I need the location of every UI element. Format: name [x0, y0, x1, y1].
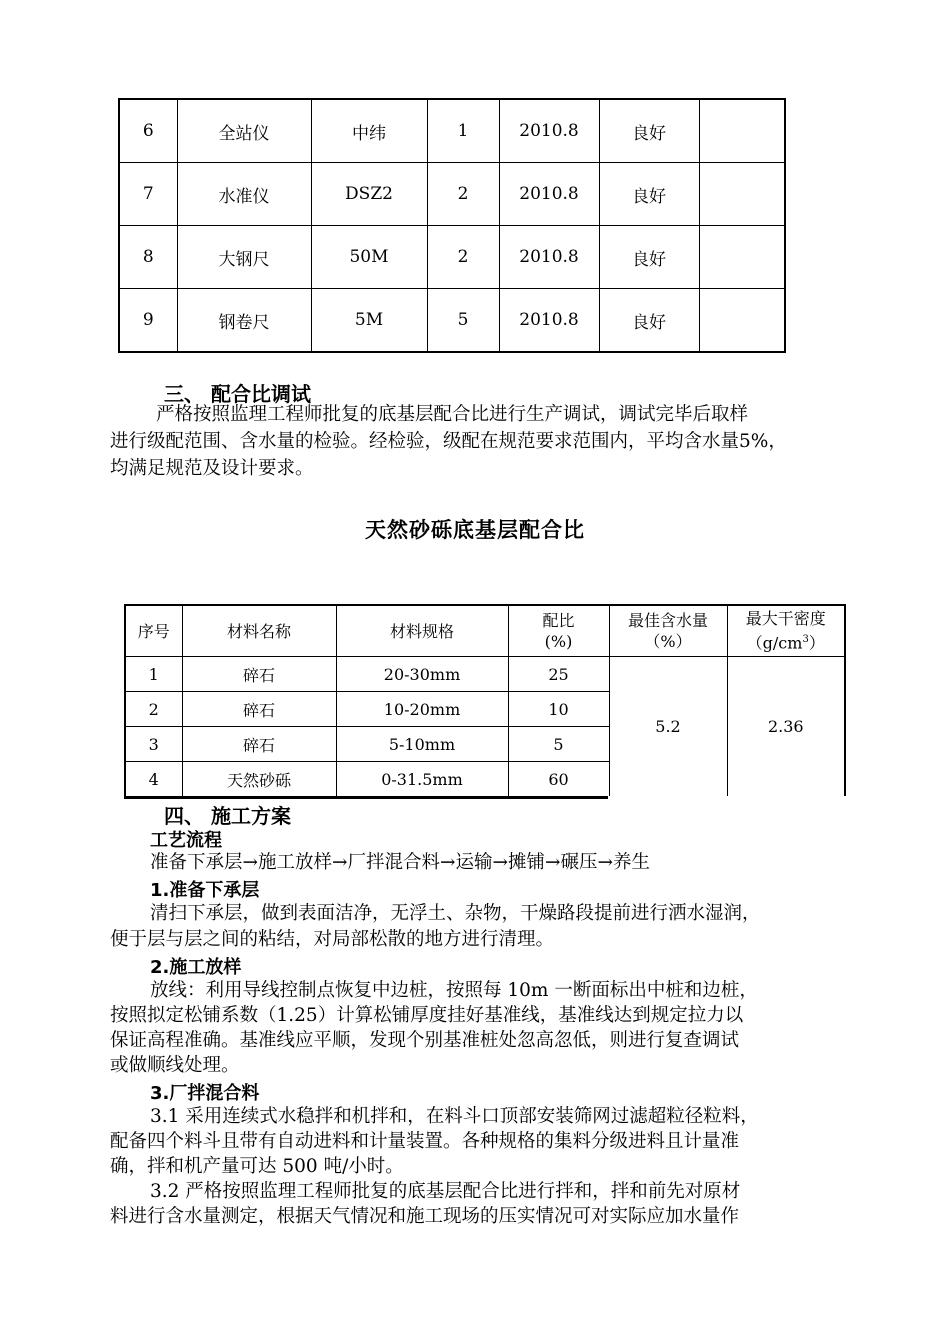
- sub3-line: 配备四个料斗且带有自动进料和计量装置。各种规格的集料分级进料且计量准: [110, 1131, 740, 1152]
- mix-ratio-table: [124, 604, 846, 796]
- equip-status: 良好: [599, 163, 699, 226]
- table-row: [125, 657, 845, 692]
- mix-no: 4: [125, 762, 182, 797]
- equip-qty: 2: [427, 163, 499, 226]
- sub2-line: 按照拟定松铺系数（1.25）计算松铺厚度挂好基准线，基准线达到规定拉力以: [110, 1005, 744, 1026]
- mix-ratio: 60: [508, 762, 609, 797]
- equip-name: 钢卷尺: [177, 289, 311, 353]
- equip-remark: [699, 99, 785, 163]
- sub2-title: 2.施工放样: [150, 957, 242, 978]
- table-row: [119, 226, 785, 289]
- mix-ratio: 25: [508, 657, 609, 692]
- table-row: [119, 99, 785, 163]
- header-moisture: [609, 605, 727, 657]
- mix-moisture: 5.2: [609, 657, 727, 797]
- equip-date: 2010.8: [499, 163, 599, 226]
- sub3-line: 3.2 严格按照监理工程师批复的底基层配合比进行拌和，拌和前先对原材: [150, 1181, 741, 1202]
- sub2-line: 保证高程准确。基准线应平顺，发现个别基准桩处忽高忽低，则进行复查调试: [110, 1030, 740, 1051]
- mix-table-title: 天然砂砾底基层配合比: [365, 517, 585, 542]
- equip-model: 5M: [311, 289, 427, 353]
- equip-no: 8: [119, 226, 177, 289]
- equip-model: 50M: [311, 226, 427, 289]
- mix-spec: 0-31.5mm: [336, 762, 508, 797]
- mix-ratio: 10: [508, 692, 609, 727]
- header-no: 序号: [125, 605, 182, 657]
- mix-no: 3: [125, 727, 182, 762]
- sub1-line: 便于层与层之间的粘结，对局部松散的地方进行清理。: [110, 929, 555, 950]
- equip-remark: [699, 226, 785, 289]
- section3-heading: 三、 配合比调试: [164, 382, 311, 406]
- equip-name: 全站仪: [177, 99, 311, 163]
- equip-name: 大钢尺: [177, 226, 311, 289]
- equip-qty: 1: [427, 99, 499, 163]
- table-bottom-rule: [120, 351, 784, 353]
- header-moisture-line2: （%）: [644, 632, 692, 651]
- mix-no: 1: [125, 657, 182, 692]
- section3-line: 严格按照监理工程师批复的底基层配合比进行生产调试，调试完毕后取样: [156, 404, 749, 425]
- sub1-title: 1.准备下承层: [150, 880, 260, 901]
- equip-no: 6: [119, 99, 177, 163]
- table-row: [119, 163, 785, 226]
- header-name: 材料名称: [182, 605, 336, 657]
- sub3-title: 3.厂拌混合料: [150, 1083, 260, 1104]
- sub2-line: 放线：利用导线控制点恢复中边桩，按照每 10m 一断面标出中桩和边桩，: [150, 980, 758, 1001]
- sub3-line: 料进行含水量测定，根据天气情况和施工现场的压实情况可对实际应加水量作: [110, 1206, 740, 1227]
- flow-title: 工艺流程: [150, 830, 222, 851]
- header-ratio-line1: 配比: [542, 611, 575, 630]
- sub3-line: 3.1 采用连续式水稳拌和机拌和，在料斗口顶部安装筛网过滤超粒径粒料，: [150, 1106, 759, 1127]
- sub1-line: 清扫下承层，做到表面洁净，无浮土、杂物，干燥路段提前进行洒水湿润，: [150, 903, 761, 924]
- equip-qty: 2: [427, 226, 499, 289]
- mix-spec: 10-20mm: [336, 692, 508, 727]
- equip-date: 2010.8: [499, 99, 599, 163]
- mix-name: 碎石: [182, 692, 336, 727]
- header-moisture-line1: 最佳含水量: [627, 611, 708, 630]
- sub3-line: 确，拌和机产量可达 500 吨/小时。: [110, 1156, 404, 1177]
- header-density-line1: 最大干密度: [745, 609, 826, 629]
- header-ratio: [508, 605, 609, 657]
- equip-remark: [699, 289, 785, 353]
- table-row: [119, 289, 785, 353]
- mix-spec: 20-30mm: [336, 657, 508, 692]
- section4-heading: 四、 施工方案: [164, 804, 291, 828]
- equip-date: 2010.8: [499, 289, 599, 353]
- mix-ratio: 5: [508, 727, 609, 762]
- mix-no: 2: [125, 692, 182, 727]
- section3-line: 均满足规范及设计要求。: [110, 458, 314, 479]
- flow-line: 准备下承层→施工放样→厂拌混合料→运输→摊铺→碾压→养生: [150, 852, 651, 873]
- table-bottom-rule: [124, 796, 608, 799]
- mix-name: 天然砂砾: [182, 762, 336, 797]
- equip-date: 2010.8: [499, 226, 599, 289]
- equip-no: 7: [119, 163, 177, 226]
- equip-name: 水准仪: [177, 163, 311, 226]
- equip-remark: [699, 163, 785, 226]
- sub2-line: 或做顺线处理。: [110, 1055, 240, 1076]
- mix-density: 2.36: [727, 657, 845, 797]
- equip-status: 良好: [599, 226, 699, 289]
- equip-qty: 5: [427, 289, 499, 353]
- equip-no: 9: [119, 289, 177, 353]
- equip-status: 良好: [599, 99, 699, 163]
- header-density: [727, 605, 845, 657]
- equip-model: 中纬: [311, 99, 427, 163]
- equip-status: 良好: [599, 289, 699, 353]
- header-density-line2: $(g/cm^3)$: [746, 633, 825, 653]
- mix-name: 碎石: [182, 727, 336, 762]
- header-spec: 材料规格: [336, 605, 508, 657]
- header-ratio-line2: (%): [544, 632, 573, 651]
- equip-model: DSZ2: [311, 163, 427, 226]
- section3-line: 进行级配范围、含水量的检验。经检验，级配在规范要求范围内，平均含水量5%，: [110, 431, 787, 452]
- mix-name: 碎石: [182, 657, 336, 692]
- table-header-row: [125, 605, 845, 657]
- mix-spec: 5-10mm: [336, 727, 508, 762]
- equipment-table: [118, 98, 786, 353]
